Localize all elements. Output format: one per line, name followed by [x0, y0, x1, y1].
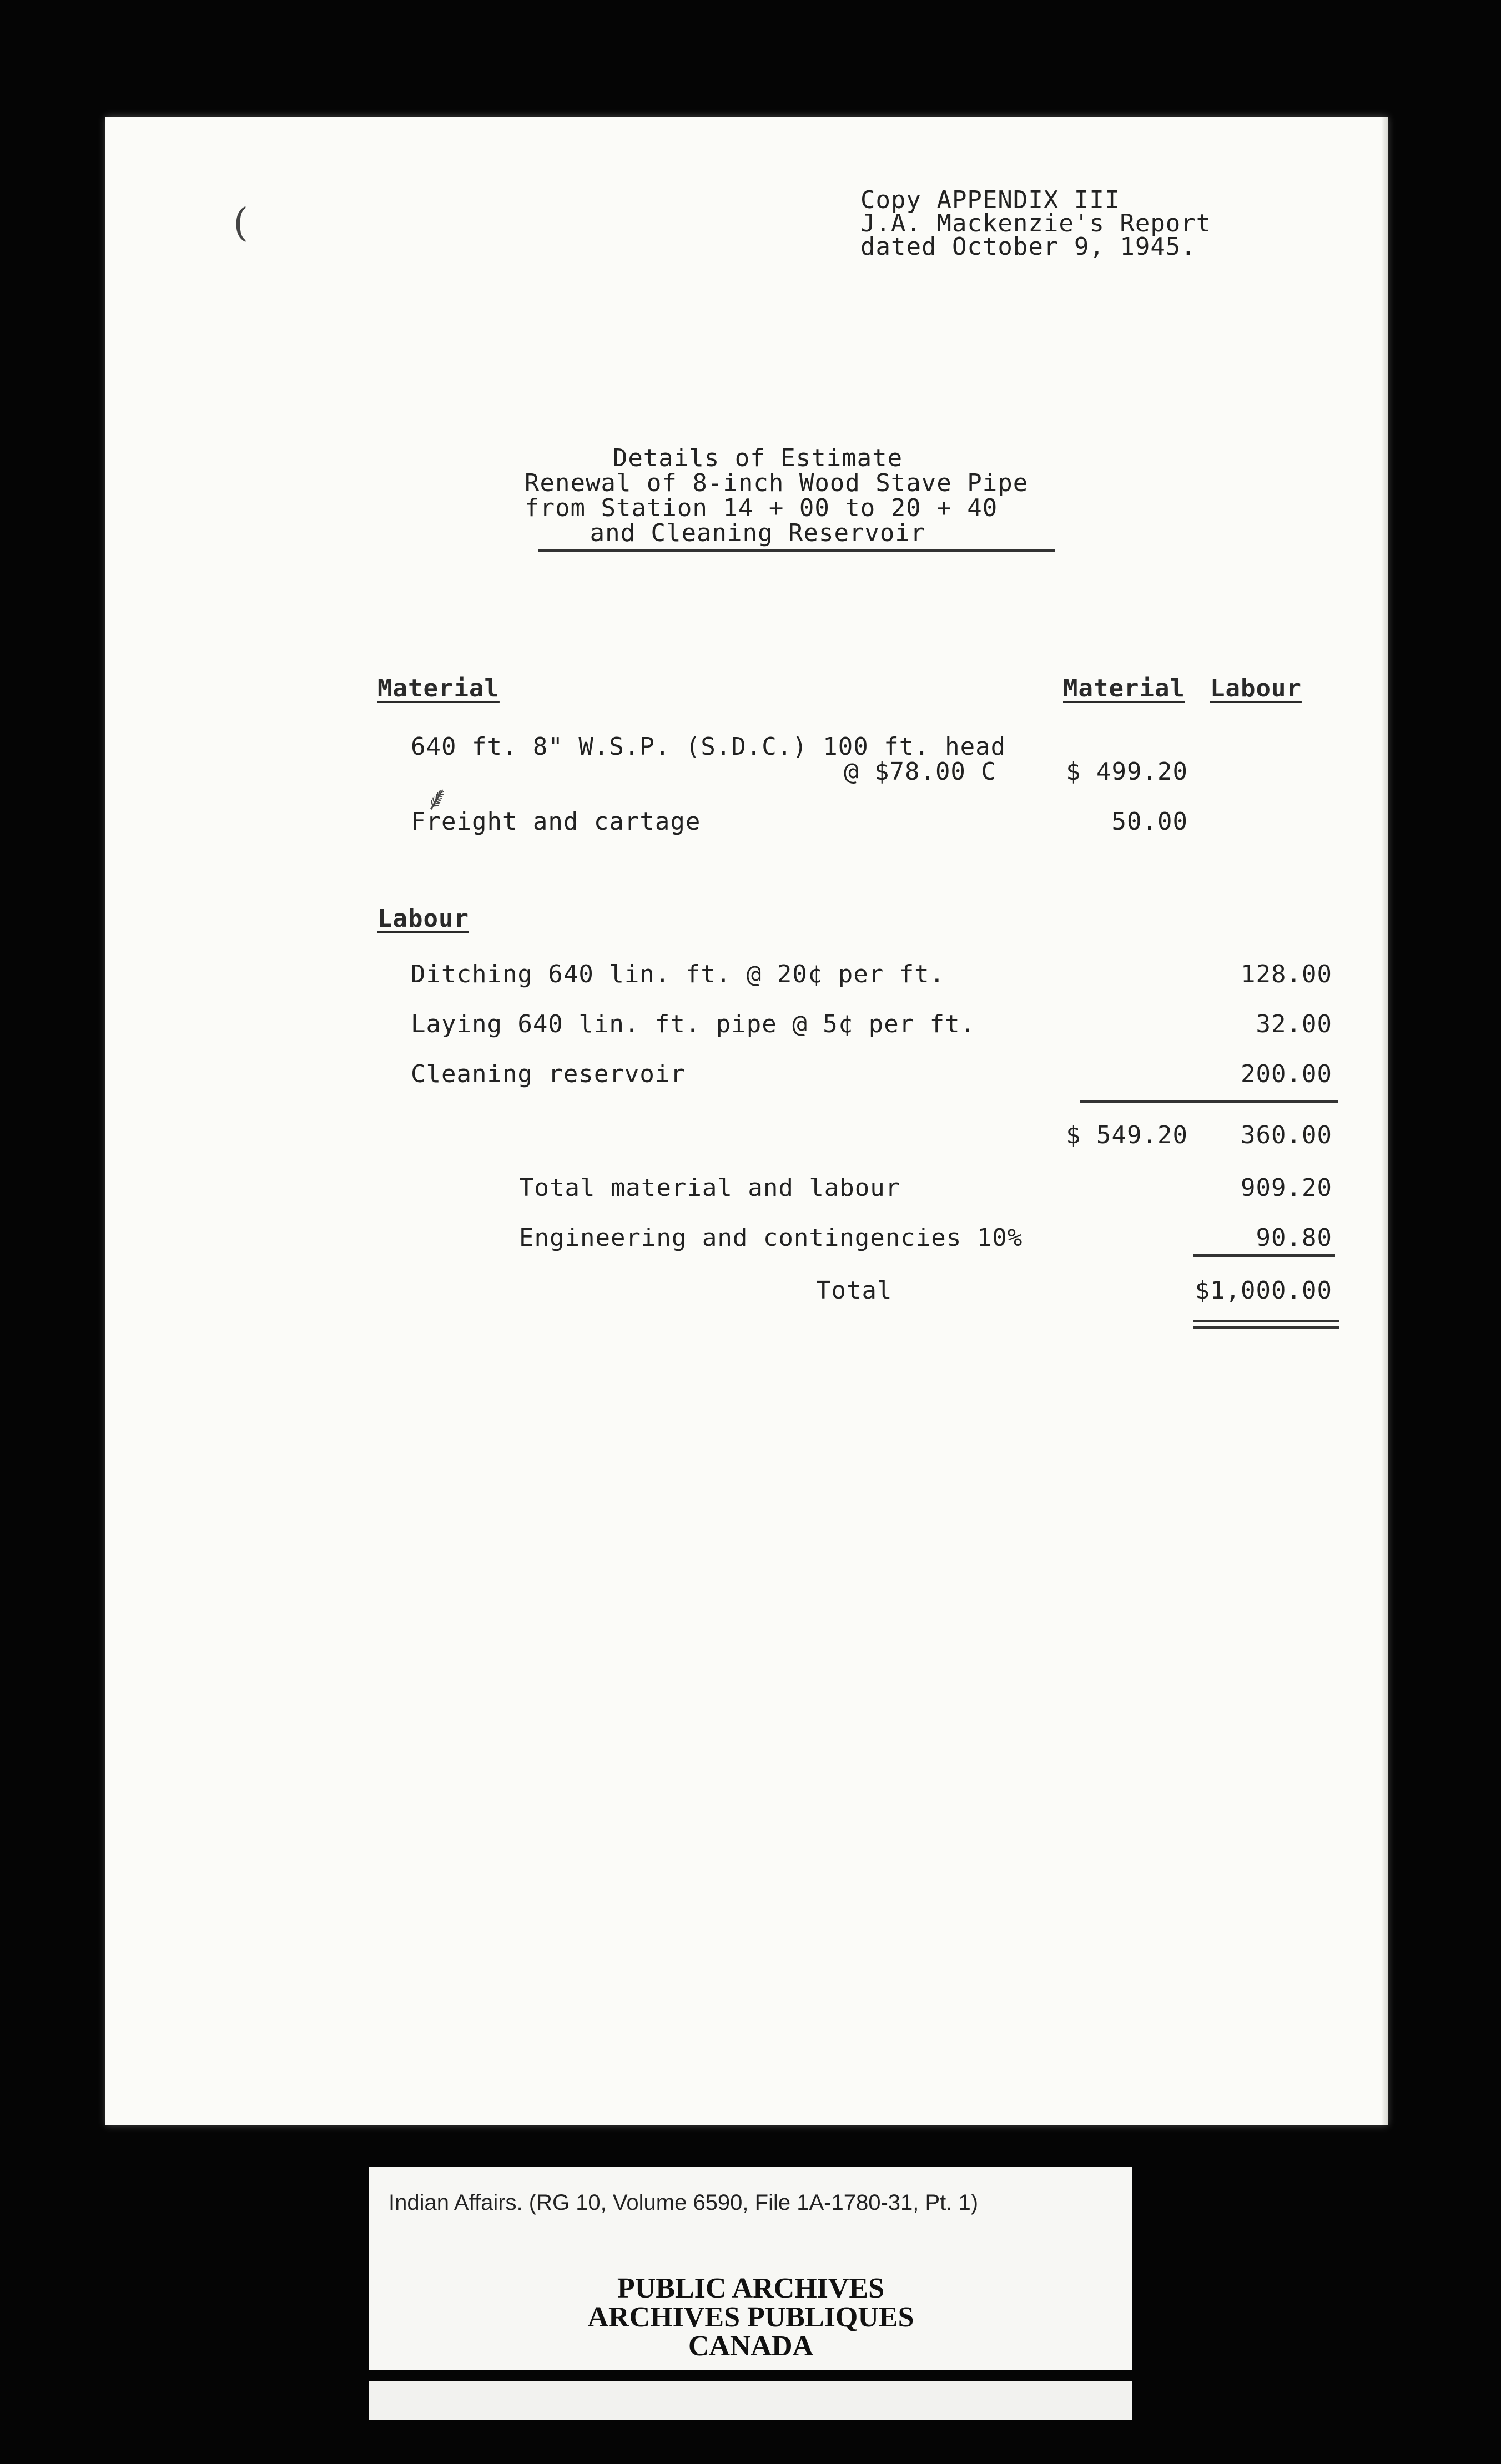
- subtotal-rule: [1080, 1100, 1338, 1103]
- stamp-line-3: CANADA: [688, 2330, 814, 2362]
- stamp-line-2: ARCHIVES PUBLIQUES: [587, 2301, 914, 2333]
- total-material-labour-label: Total material and labour: [519, 1174, 901, 1202]
- labour-row-value: 200.00: [1241, 1060, 1332, 1088]
- title-line-4: and Cleaning Reservoir: [590, 519, 926, 547]
- archive-reference-text: Indian Affairs. (RG 10, Volume 6590, File 1A-1780-31, Pt. 1): [389, 2190, 979, 2215]
- material-item-1-cost: $ 499.20: [1066, 758, 1188, 786]
- archives-stamp: [369, 2264, 1132, 2370]
- document-page: [105, 117, 1388, 2125]
- grand-total-double-rule: [1193, 1320, 1339, 1322]
- material-item-2-cost: 50.00: [1111, 807, 1188, 836]
- title-line-3: from Station 14 + 00 to 20 + 40: [525, 494, 998, 522]
- labour-row-value: 128.00: [1241, 960, 1332, 988]
- subtotal-material: $ 549.20: [1066, 1121, 1188, 1149]
- title-underline: [538, 549, 1055, 552]
- engineering-rule: [1193, 1254, 1335, 1257]
- total-material-labour-value: 909.20: [1241, 1174, 1332, 1202]
- engineering-label: Engineering and contingencies 10%: [519, 1224, 1023, 1252]
- stamp-line-1: PUBLIC ARCHIVES: [617, 2273, 885, 2304]
- paper-mark: (: [233, 200, 249, 245]
- header-line-3: dated October 9, 1945.: [860, 233, 1196, 261]
- header-line-1: Copy APPENDIX III: [860, 186, 1120, 214]
- labour-row-desc: Cleaning reservoir: [411, 1060, 686, 1088]
- grand-total-value: $1,000.00: [1195, 1276, 1332, 1305]
- grand-total-label: Total: [816, 1276, 893, 1305]
- engineering-value: 90.80: [1256, 1224, 1332, 1252]
- title-line-1: Details of Estimate: [612, 444, 903, 472]
- grand-total-double-rule: [1193, 1326, 1339, 1329]
- labour-row-desc: Laying 640 lin. ft. pipe @ 5¢ per ft.: [411, 1010, 976, 1038]
- column-header-labour: Labour: [1210, 674, 1302, 703]
- material-item-line-1: 640 ft. 8" W.S.P. (S.D.C.) 100 ft. head: [411, 733, 1006, 761]
- column-header-material: Material: [1063, 674, 1185, 703]
- label-bottom-strip: [369, 2381, 1132, 2420]
- section-heading-labour: Labour: [377, 905, 469, 933]
- paper-mark: ⸙: [425, 779, 450, 818]
- section-heading-material: Material: [377, 674, 500, 703]
- labour-row-value: 32.00: [1256, 1010, 1332, 1038]
- material-item-2: Freight and cartage: [411, 807, 701, 836]
- header-line-2: J.A. Mackenzie's Report: [860, 209, 1212, 238]
- subtotal-labour: 360.00: [1241, 1121, 1332, 1149]
- material-item-line-2: @ $78.00 C: [844, 758, 996, 786]
- labour-row-desc: Ditching 640 lin. ft. @ 20¢ per ft.: [411, 960, 945, 988]
- title-line-2: Renewal of 8-inch Wood Stave Pipe: [525, 469, 1029, 497]
